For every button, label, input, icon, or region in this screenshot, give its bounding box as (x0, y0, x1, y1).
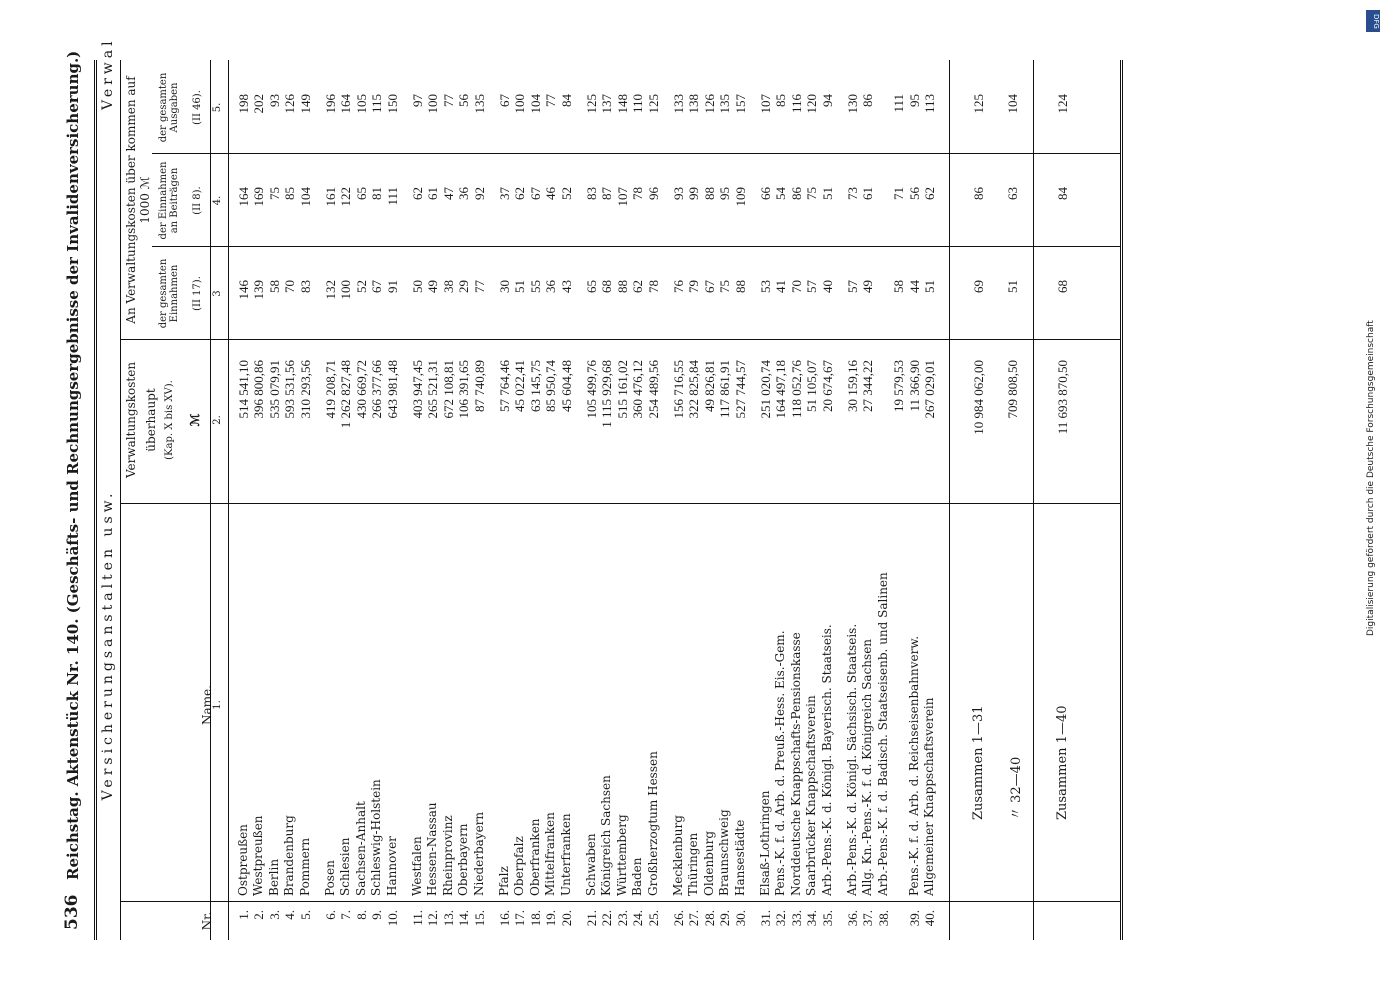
row-c3: 43 (558, 280, 574, 293)
row-name: Posen (323, 860, 337, 896)
row-c4: 65 (353, 187, 369, 200)
row-nr: 37. (860, 910, 876, 927)
row-c4: 107 (614, 187, 630, 207)
total-c3: 69 (971, 280, 987, 293)
row-nr: 3. (266, 910, 282, 920)
header-rule-3 (228, 60, 229, 940)
row-c3: 70 (788, 280, 804, 293)
dfg-badge: DFG (1366, 10, 1380, 32)
row-cost: 643 981,48 (384, 360, 400, 419)
row-cost: 11 366,90 (906, 360, 922, 412)
row-cost: 527 744,57 (732, 360, 748, 419)
row-nr: 27. (686, 910, 702, 927)
row-name: Oberbayern (456, 823, 471, 896)
row-c4: 66 (758, 187, 773, 200)
row-name: Schwaben (584, 833, 598, 896)
row-c5: 198 (236, 94, 251, 114)
row-nr: 15. (471, 910, 487, 927)
row-c3: 67 (369, 280, 385, 293)
row-name: Braunschweig (717, 809, 732, 896)
row-c5: 120 (804, 94, 820, 114)
row-c5: 84 (558, 94, 574, 107)
row-name: Oberpfalz (512, 836, 527, 896)
row-c5: 125 (645, 94, 661, 114)
top-rule (94, 60, 97, 940)
col-costs-ref: (Kap. X bis XV). (164, 380, 175, 460)
row-c5: 135 (717, 94, 733, 114)
row-c5: 135 (471, 94, 487, 114)
row-name: Schlesien (338, 837, 353, 896)
row-name: Sachsen-Anhalt (353, 801, 368, 896)
row-name: Baden (630, 857, 645, 896)
row-nr: 25. (645, 910, 661, 927)
row-name: Hessen-Nassau (425, 802, 440, 896)
col4-index: 4. (212, 195, 223, 206)
row-name: Königreich Sachsen (599, 775, 614, 896)
row-c3: 68 (599, 280, 615, 293)
row-nr: 17. (512, 910, 528, 927)
row-nr: 21. (584, 910, 599, 927)
row-name: Allgemeiner Knappschaftsverein (922, 697, 936, 896)
row-c5: 95 (906, 94, 922, 107)
total-c5: 104 (1005, 94, 1021, 114)
row-cost: 51 105,07 (804, 360, 820, 412)
row-nr: 35. (819, 910, 835, 927)
row-cost: 63 145,75 (527, 360, 543, 412)
row-name: Pens.-K. f. d. Arb. d. Preuß.-Hess. Eis.-Gem. (773, 630, 788, 896)
row-c5: 126 (701, 94, 717, 114)
col-costs-index: 2. (212, 415, 223, 425)
row-cost: 265 521,31 (425, 360, 441, 419)
row-c4: 52 (558, 187, 574, 200)
row-name: Westfalen (410, 836, 424, 896)
row-nr: 32. (773, 910, 789, 927)
row-nr: 31. (758, 910, 773, 927)
row-c3: 58 (891, 280, 907, 293)
row-cost: 419 208,71 (323, 360, 338, 419)
col5-label: der gesamten Ausgaben (158, 72, 180, 143)
header-rule-1 (120, 60, 121, 940)
row-c5: 56 (456, 94, 472, 107)
row-c4: 62 (410, 187, 425, 200)
row-name: Saarbrücker Knappschaftsverein (804, 695, 819, 896)
row-c5: 67 (497, 94, 512, 107)
row-c3: 53 (758, 280, 773, 293)
row-c4: 85 (282, 187, 298, 200)
row-c3: 62 (630, 280, 646, 293)
row-cost: 396 800,86 (251, 360, 267, 419)
row-name: Arb.-Pens.-K. f. d. Badisch. Staatseisenb. und Salinen (875, 572, 890, 896)
row-nr: 12. (425, 910, 441, 927)
col-name-index: 1. (212, 700, 223, 710)
vline-nr (120, 901, 1120, 902)
row-c4: 47 (440, 187, 456, 200)
row-c3: 70 (282, 280, 298, 293)
row-c3: 139 (251, 280, 267, 300)
row-cost: 27 344,22 (860, 360, 876, 412)
row-c3: 132 (323, 280, 338, 300)
row-c4: 104 (297, 187, 313, 207)
row-c5: 77 (440, 94, 456, 107)
row-c3: 91 (384, 280, 400, 293)
row-c5: 94 (819, 94, 835, 107)
row-nr: 10. (384, 910, 400, 927)
row-cost: 251 020,74 (758, 360, 773, 419)
row-name: Mecklenburg (671, 815, 685, 896)
row-c3: 51 (922, 280, 937, 293)
row-c4: 161 (323, 187, 338, 207)
total-c4: 63 (1005, 187, 1021, 200)
row-name: Ostpreußen (236, 824, 250, 896)
row-c4: 54 (773, 187, 789, 200)
row-c4: 62 (922, 187, 937, 200)
row-c4: 67 (527, 187, 543, 200)
col3-ref: (II 17). (192, 276, 203, 311)
grand-total-c3: 68 (1055, 280, 1071, 293)
row-name: Norddeutsche Knappschafts-Pensionskasse (788, 632, 803, 896)
row-nr: 16. (497, 910, 512, 927)
row-name: Württemberg (614, 814, 629, 896)
row-c5: 86 (860, 94, 876, 107)
row-c4: 93 (671, 187, 686, 200)
row-c4: 95 (717, 187, 733, 200)
page-title: Reichstag. Aktenstück Nr. 140. (Geschäfts- und Rechnungsergebnisse der Invalidenversicherung.) (64, 50, 82, 880)
row-nr: 33. (788, 910, 804, 927)
row-c5: 133 (671, 94, 686, 114)
row-nr: 28. (701, 910, 717, 927)
row-c3: 77 (471, 280, 487, 293)
row-c3: 57 (804, 280, 820, 293)
row-c3: 57 (845, 280, 860, 293)
row-c3: 75 (717, 280, 733, 293)
row-cost: 430 669,72 (353, 360, 369, 419)
row-c5: 137 (599, 94, 615, 114)
dfg-side-note (1366, 10, 1380, 990)
total-c5: 125 (971, 94, 987, 114)
row-name: Großherzogtum Hessen (645, 751, 660, 896)
row-nr: 29. (717, 910, 733, 927)
row-c4: 96 (645, 187, 661, 200)
row-cost: 515 161,02 (614, 360, 630, 419)
row-name: Berlin (266, 858, 281, 896)
col-costs-unit: ℳ (188, 413, 202, 427)
col-costs-title: Verwaltungskosten (124, 361, 138, 479)
row-cost: 118 052,76 (788, 360, 804, 419)
row-nr: 18. (527, 910, 543, 927)
row-c3: 29 (456, 280, 472, 293)
row-c3: 50 (410, 280, 425, 293)
row-cost: 267 029,01 (922, 360, 937, 419)
row-cost: 156 716,55 (671, 360, 686, 419)
row-cost: 514 541,10 (236, 360, 251, 419)
row-nr: 1. (236, 910, 251, 920)
row-cost: 87 740,89 (471, 360, 487, 412)
col4-ref: (II 8). (192, 186, 203, 215)
row-c3: 78 (645, 280, 661, 293)
col3-label: der gesamten Einnahmen (158, 258, 180, 329)
row-name: Arb.-Pens.-K. d. Königl. Sächsisch. Staatseis. (845, 623, 859, 896)
row-c5: 105 (353, 94, 369, 114)
row-name: Hannover (384, 836, 399, 896)
row-name: Pfalz (497, 866, 511, 896)
row-cost: 57 764,46 (497, 360, 512, 412)
row-c5: 100 (512, 94, 528, 114)
row-nr: 40. (922, 910, 937, 927)
row-nr: 34. (804, 910, 820, 927)
row-c4: 71 (891, 187, 907, 200)
row-name: Elsaß-Lothringen (758, 790, 772, 896)
dfg-text: Digitalisierung gefördert durch die Deutsche Forschungsgemeinschaft (1366, 320, 1376, 636)
row-cost: 266 377,66 (369, 360, 385, 419)
row-c5: 115 (369, 94, 385, 114)
row-c4: 37 (497, 187, 512, 200)
row-name: Pommern (297, 837, 312, 896)
row-cost: 117 861,91 (717, 360, 733, 419)
row-name: Thüringen (686, 832, 701, 896)
total-c4: 86 (971, 187, 987, 200)
row-nr: 6. (323, 910, 338, 920)
row-cost: 20 674,67 (819, 360, 835, 412)
total-label: 〃 32—40 (1009, 756, 1025, 820)
total-cost: 709 808,50 (1005, 360, 1021, 419)
row-c5: 157 (732, 94, 748, 114)
page-header (60, 50, 90, 940)
row-name: Arb.-Pens.-K. d. Königl. Bayerisch. Staatseis. (819, 624, 834, 896)
row-c3: 52 (353, 280, 369, 293)
row-c4: 111 (384, 187, 400, 206)
row-name: Mittelfranken (543, 812, 558, 896)
row-cost: 535 079,91 (266, 360, 282, 419)
totals-rule (949, 60, 950, 940)
row-c3: 51 (512, 280, 528, 293)
row-c5: 202 (251, 94, 267, 114)
page-number: 536 (62, 894, 82, 930)
row-c3: 41 (773, 280, 789, 293)
row-c5: 150 (384, 94, 400, 114)
row-cost: 19 579,53 (891, 360, 907, 412)
row-cost: 310 293,56 (297, 360, 313, 419)
row-cost: 85 950,74 (543, 360, 559, 412)
group-header-left: Versicherungsanstalten usw. (100, 489, 116, 801)
row-nr: 23. (614, 910, 630, 927)
col-share-title: An Verwaltungskosten über kommen auf 1000 ℳ (124, 76, 152, 324)
row-c3: 65 (584, 280, 599, 293)
total-label: Zusammen 1—31 (971, 705, 987, 820)
row-c5: 125 (584, 94, 599, 114)
row-c3: 100 (338, 280, 354, 300)
row-c4: 86 (788, 187, 804, 200)
row-cost: 322 825,84 (686, 360, 702, 419)
row-cost: 1 262 827,48 (338, 360, 354, 429)
row-c4: 75 (266, 187, 282, 200)
row-c3: 44 (906, 280, 922, 293)
row-nr: 2. (251, 910, 267, 920)
row-c3: 40 (819, 280, 835, 293)
row-name: Schleswig-Holstein (369, 779, 384, 896)
row-c5: 138 (686, 94, 702, 114)
row-nr: 36. (845, 910, 860, 927)
col4-label: der Einnahmen an Beiträgen (158, 161, 180, 240)
col-name-header: Name. (200, 685, 214, 725)
row-c4: 78 (630, 187, 646, 200)
row-c3: 58 (266, 280, 282, 293)
row-c5: 110 (630, 94, 646, 114)
col5-ref: (II 46). (192, 90, 203, 125)
row-c5: 116 (788, 94, 804, 114)
row-nr: 9. (369, 910, 385, 920)
row-c4: 73 (845, 187, 860, 200)
row-nr: 5. (297, 910, 313, 920)
row-cost: 105 499,76 (584, 360, 599, 419)
row-c5: 107 (758, 94, 773, 114)
row-name: Niederbayern (471, 811, 486, 896)
row-nr: 7. (338, 910, 354, 920)
row-cost: 45 604,48 (558, 360, 574, 412)
row-cost: 45 022,41 (512, 360, 528, 412)
row-nr: 13. (440, 910, 456, 927)
row-name: Oldenburg (701, 830, 716, 896)
row-c4: 36 (456, 187, 472, 200)
row-c5: 196 (323, 94, 338, 114)
row-cost: 49 826,81 (701, 360, 717, 412)
row-c4: 169 (251, 187, 267, 207)
row-cost: 106 391,65 (456, 360, 472, 419)
col5-index: 5. (212, 102, 223, 113)
grand-total-rule (1033, 60, 1034, 940)
row-c3: 55 (527, 280, 543, 293)
row-c5: 111 (891, 94, 907, 113)
row-c5: 97 (410, 94, 425, 107)
row-c3: 38 (440, 280, 456, 293)
row-c5: 100 (425, 94, 441, 114)
row-c4: 87 (599, 187, 615, 200)
row-c4: 164 (236, 187, 251, 207)
col3-index: 3 (212, 290, 223, 297)
row-nr: 19. (543, 910, 559, 927)
row-c5: 148 (614, 94, 630, 114)
row-c5: 130 (845, 94, 860, 114)
row-c4: 51 (819, 187, 835, 200)
row-c3: 146 (236, 280, 251, 300)
row-c4: 62 (512, 187, 528, 200)
row-cost: 360 476,12 (630, 360, 646, 419)
row-c3: 67 (701, 280, 717, 293)
row-c3: 88 (732, 280, 748, 293)
row-name: Pens.-K. f. d. Arb. d. Reichseisenbahnverw. (906, 635, 921, 896)
row-c4: 83 (584, 187, 599, 200)
row-c5: 149 (297, 94, 313, 114)
row-nr: 26. (671, 910, 686, 927)
row-name: Rheinprovinz (440, 815, 455, 896)
row-nr: 20. (558, 910, 574, 927)
row-name: Oberfranken (527, 818, 542, 896)
row-nr: 22. (599, 910, 615, 927)
row-c3: 76 (671, 280, 686, 293)
row-c3: 79 (686, 280, 702, 293)
row-c5: 85 (773, 94, 789, 107)
row-nr: 38. (875, 910, 891, 927)
row-nr: 30. (732, 910, 748, 927)
row-c4: 81 (369, 187, 385, 200)
row-c4: 92 (471, 187, 487, 200)
row-name: Westpreußen (251, 815, 266, 896)
row-c4: 122 (338, 187, 354, 207)
row-c3: 88 (614, 280, 630, 293)
row-name: Hansestädte (732, 819, 747, 896)
row-c4: 99 (686, 187, 702, 200)
row-nr: 11. (410, 910, 425, 926)
row-cost: 672 108,81 (440, 360, 456, 419)
row-c5: 126 (282, 94, 298, 114)
grand-total-label: Zusammen 1—40 (1055, 705, 1071, 820)
row-c4: 75 (804, 187, 820, 200)
row-c5: 93 (266, 94, 282, 107)
row-cost: 403 947,45 (410, 360, 425, 419)
row-c3: 30 (497, 280, 512, 293)
grand-total-c5: 124 (1055, 94, 1071, 114)
row-c4: 88 (701, 187, 717, 200)
total-cost: 10 984 062,00 (971, 360, 987, 435)
row-cost: 30 159,16 (845, 360, 860, 412)
row-c3: 49 (860, 280, 876, 293)
row-c3: 36 (543, 280, 559, 293)
row-name: Allg. Kn.-Pens.-K. f. d. Königreich Sachsen (860, 638, 875, 896)
row-c4: 56 (906, 187, 922, 200)
group-header-right: Verwal (100, 37, 116, 110)
row-c3: 83 (297, 280, 313, 293)
row-c4: 61 (860, 187, 876, 200)
row-nr: 4. (282, 910, 298, 920)
row-name: Unterfranken (558, 813, 573, 896)
row-cost: 1 115 929,68 (599, 360, 615, 428)
row-c4: 61 (425, 187, 441, 200)
total-c3: 51 (1005, 280, 1021, 293)
header-rule-2 (210, 60, 211, 940)
row-nr: 39. (906, 910, 922, 927)
grand-total-c4: 84 (1055, 187, 1071, 200)
row-nr: 8. (353, 910, 369, 920)
row-c5: 164 (338, 94, 354, 114)
col-nr-header: Nr. (200, 911, 214, 931)
col-costs-sub: überhaupt (144, 388, 158, 452)
row-c5: 113 (922, 94, 937, 114)
row-nr: 14. (456, 910, 472, 927)
rotated-page (60, 37, 1180, 940)
row-name: Brandenburg (282, 815, 297, 896)
vline-name (120, 503, 1120, 504)
row-cost: 254 489,56 (645, 360, 661, 419)
row-c3: 49 (425, 280, 441, 293)
row-c4: 46 (543, 187, 559, 200)
grand-total-cost: 11 693 870,50 (1055, 360, 1071, 435)
row-c4: 109 (732, 187, 748, 207)
row-c5: 104 (527, 94, 543, 114)
row-nr: 24. (630, 910, 646, 927)
row-c5: 77 (543, 94, 559, 107)
row-cost: 593 531,56 (282, 360, 298, 419)
row-cost: 164 497,18 (773, 360, 789, 419)
bottom-rule (1120, 60, 1123, 940)
